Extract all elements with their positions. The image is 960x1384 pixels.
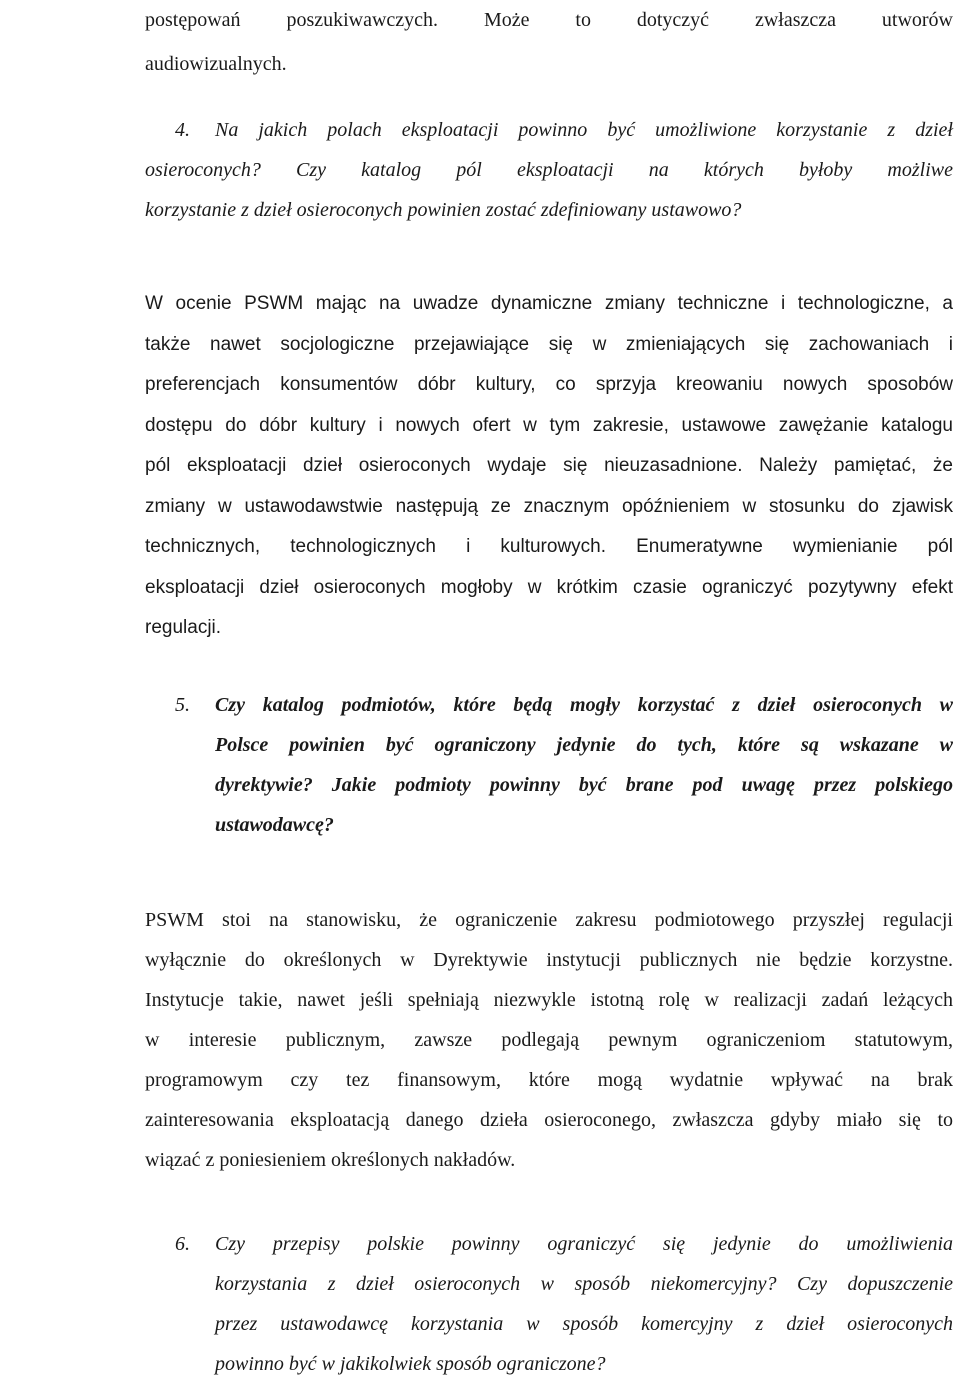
text-line: technicznych, technologicznych i kulturowych. Enumeratywne wymienianie pól <box>145 536 953 557</box>
question-line: osieroconych? Czy katalog pól eksploatacji na których byłoby możliwe <box>145 159 953 181</box>
question-line: powinno być w jakikolwiek sposób ograniczone? <box>215 1353 606 1375</box>
intro-paragraph <box>145 0 953 84</box>
text-line: Instytucje takie, nawet jeśli spełniają niezwykle istotną rolę w realizacji zadań leżących <box>145 989 953 1011</box>
text-line: dostępu do dóbr kultury i nowych ofert w tym zakresie, ustawowe zawężanie katalogu <box>145 414 953 436</box>
text-line: zmiany w ustawodawstwie następują ze znacznym opóźnieniem w stosunku do zjawisk <box>145 495 953 517</box>
question-line: ustawodawcę? <box>215 814 334 836</box>
text-line: pól eksploatacji dzieł osieroconych wydaje się nieuzasadnione. Należy pamiętać, że <box>145 455 953 476</box>
question-line: Czy katalog podmiotów, które będą mogły korzystać z dzieł osieroconych w <box>215 694 953 716</box>
question-line: dyrektywie? Jakie podmioty powinny być brane pod uwagę przez polskiego <box>215 774 953 796</box>
question-line: Polsce powinien być ograniczony jedynie do tych, które są wskazane w <box>215 734 953 756</box>
text-line: także nawet socjologiczne przejawiające się w zmieniających się zachowaniach i <box>145 333 953 355</box>
question-5 <box>145 685 953 845</box>
text-line: wiązać z poniesieniem określonych nakładów. <box>145 1149 516 1171</box>
text-line: W ocenie PSWM mając na uwadze dynamiczne zmiany techniczne i technologiczne, a <box>145 293 953 314</box>
question-4 <box>145 110 953 230</box>
question-line: przez ustawodawcę korzystania w sposób komercyjny z dzieł osieroconych <box>215 1313 953 1335</box>
question-line: Na jakich polach eksploatacji powinno być umożliwione korzystanie z dzieł <box>215 119 953 141</box>
text-line: preferencjach konsumentów dóbr kultury, co sprzyja kreowaniu nowych sposobów <box>145 374 953 395</box>
text-line: audiowizualnych. <box>145 53 287 75</box>
answer-4 <box>145 284 953 649</box>
question-6 <box>145 1224 953 1384</box>
text-line: eksploatacji dzieł osieroconych mogłoby w krótkim czasie ograniczyć pozytywny efekt <box>145 576 953 598</box>
question-line: korzystanie z dzieł osieroconych powinien zostać zdefiniowany ustawowo? <box>145 199 742 221</box>
text-line: w interesie publicznym, zawsze podlegają pewnym ograniczeniom statutowym, <box>145 1029 953 1051</box>
question-number: 5. <box>175 694 190 716</box>
text-line: wyłącznie do określonych w Dyrektywie instytucji publicznych nie będzie korzystne. <box>145 949 953 971</box>
text-line: zainteresowania eksploatacją danego dzieła osieroconego, zwłaszcza gdyby miało się to <box>145 1109 953 1131</box>
question-line: korzystania z dzieł osieroconych w sposób niekomercyjny? Czy dopuszczenie <box>215 1273 953 1295</box>
text-line: programowym czy tez finansowym, które mogą wydatnie wpływać na brak <box>145 1069 953 1091</box>
question-number: 6. <box>175 1233 190 1255</box>
question-line: Czy przepisy polskie powinny ograniczyć się jedynie do umożliwienia <box>215 1233 953 1255</box>
answer-5 <box>145 900 953 1180</box>
text-line: regulacji. <box>145 617 222 638</box>
text-line: PSWM stoi na stanowisku, że ograniczenie zakresu podmiotowego przyszłej regulacji <box>145 909 953 931</box>
question-number: 4. <box>175 119 190 141</box>
text-line: postępowań poszukiwawczych. Może to dotyczyć zwłaszcza utworów <box>145 9 953 31</box>
